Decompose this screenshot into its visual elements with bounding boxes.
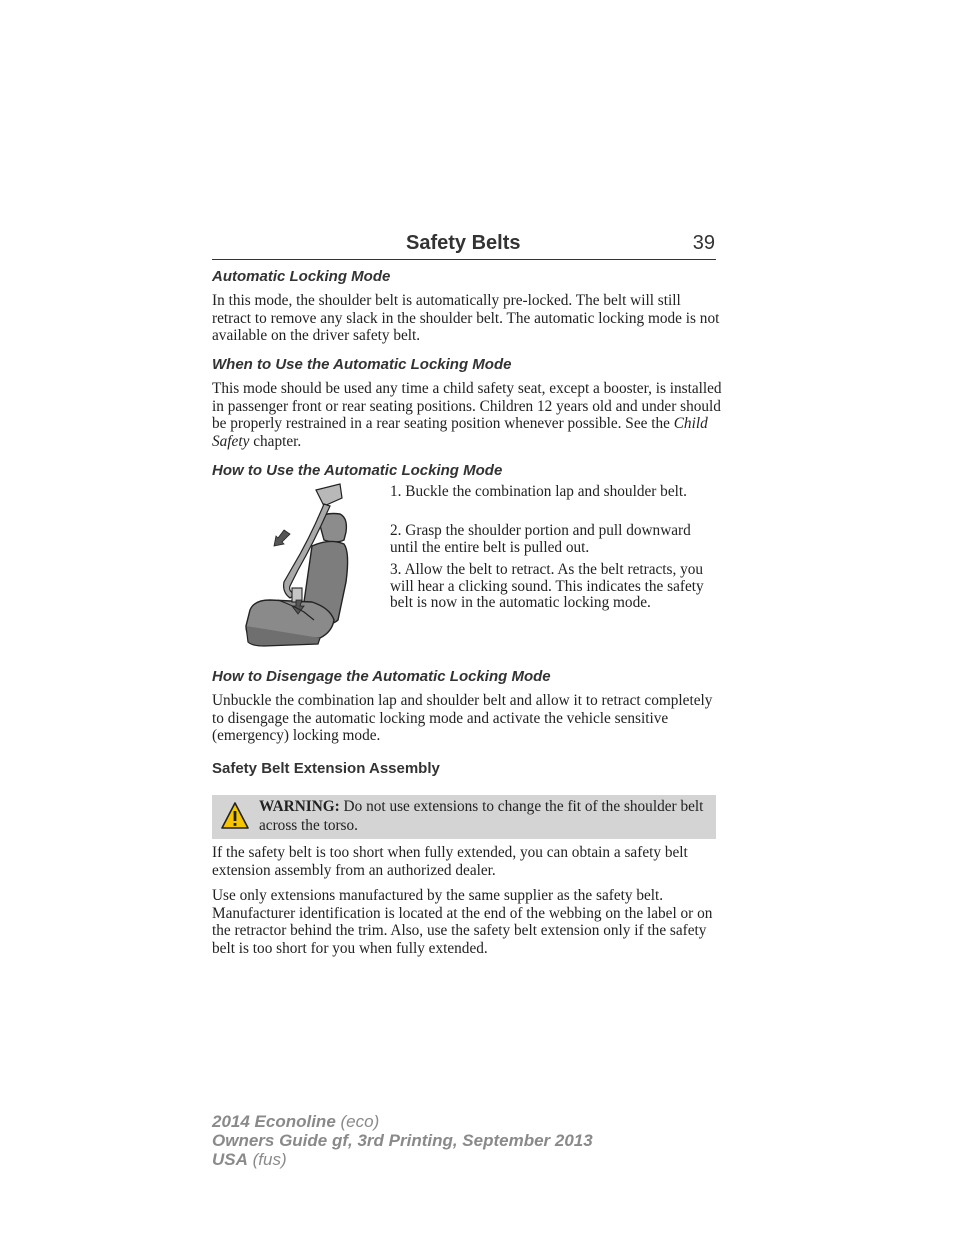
step-2: 2. Grasp the shoulder portion and pull downward until the entire belt is pulled out.	[390, 522, 691, 556]
page-number: 39	[692, 232, 715, 254]
heading-how-to-use: How to Use the Automatic Locking Mode	[212, 462, 503, 479]
footer-region: USA	[212, 1150, 248, 1169]
alm-body: In this mode, the shoulder belt is automatically pre-locked. The belt will still retract to remove any slack in the shoulder belt. The automatic locking mode is not available on the driver safety belt.	[212, 292, 720, 345]
heading-automatic-locking-mode: Automatic Locking Mode	[212, 268, 391, 285]
when-body	[212, 380, 722, 451]
footer-guide: Owners Guide gf, 3rd Printing, September 2013	[212, 1131, 593, 1150]
page-title: Safety Belts	[406, 232, 521, 254]
footer-model-line	[212, 1112, 379, 1132]
step-1: 1. Buckle the combination lap and shoulder belt.	[390, 483, 687, 500]
extension-para-2: Use only extensions manufactured by the same supplier as the safety belt. Manufacturer identification is located at the end of the webbing on the label or on the retractor behind the trim. Also, use the safety belt extension only if the safety belt is too short for you when fully extended.	[212, 887, 713, 958]
child-safety-reference: Child Safety	[212, 415, 708, 451]
footer-region-code: (fus)	[252, 1150, 287, 1169]
heading-extension-assembly: Safety Belt Extension Assembly	[212, 760, 440, 777]
extension-para-1: If the safety belt is too short when fully extended, you can obtain a safety belt extension assembly from an authorized dealer.	[212, 844, 688, 879]
warning-box	[212, 795, 716, 839]
footer-model: 2014 Econoline	[212, 1112, 336, 1131]
warning-text	[259, 797, 709, 835]
warning-triangle-icon	[220, 801, 250, 831]
disengage-body: Unbuckle the combination lap and shoulder belt and allow it to retract completely to disengage the automatic locking mode and activate the vehicle sensitive (emergency) locking mode.	[212, 692, 713, 745]
step-3: 3. Allow the belt to retract. As the belt retracts, you will hear a clicking sound. This indicates the safety belt is now in the automatic locking mode.	[390, 561, 704, 611]
warning-message: Do not use extensions to change the fit of the shoulder belt across the torso.	[259, 798, 704, 834]
warning-label: WARNING:	[259, 798, 340, 815]
footer-guide-line	[212, 1131, 593, 1151]
when-body-text: This mode should be used any time a child safety seat, except a booster, is installed in passenger front or rear seating positions. Children 12 years old and under should be properly restrained in a rear seating position whenever possible. See the	[212, 380, 722, 433]
footer-region-line	[212, 1150, 287, 1170]
heading-how-to-disengage: How to Disengage the Automatic Locking Mode	[212, 668, 551, 685]
heading-when-to-use: When to Use the Automatic Locking Mode	[212, 356, 512, 373]
page-header	[212, 229, 716, 260]
seat-belt-illustration	[240, 482, 360, 652]
when-body-end: chapter.	[249, 433, 302, 451]
footer-model-code: (eco)	[340, 1112, 380, 1131]
